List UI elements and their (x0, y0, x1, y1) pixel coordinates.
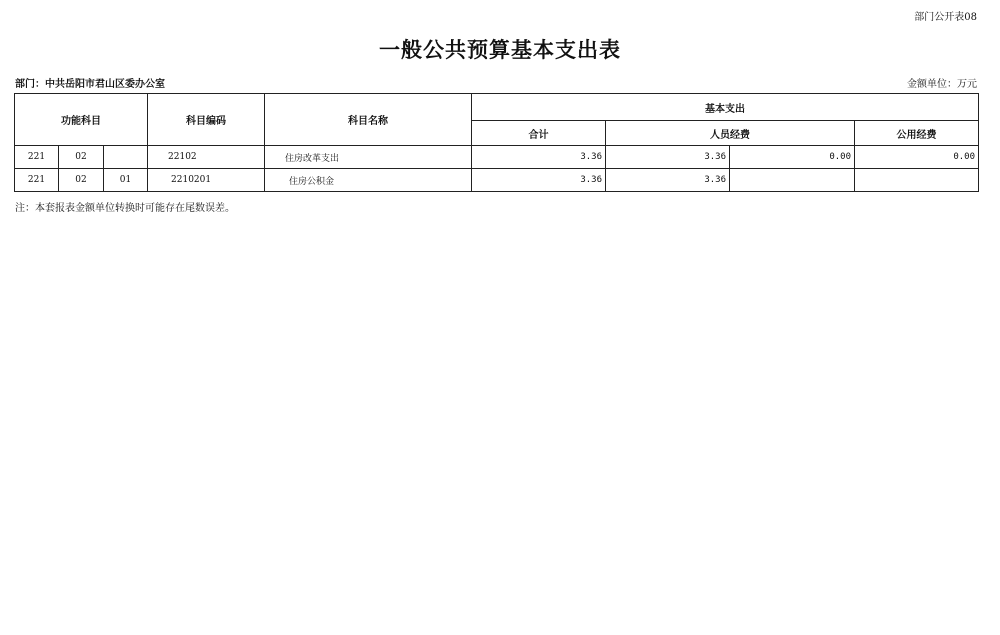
cell-class: 221 (15, 169, 59, 192)
cell-name: 住房公积金 (265, 169, 472, 192)
cell-item: 02 (59, 169, 104, 192)
budget-table (14, 93, 979, 192)
cell-code: 2210201 (148, 169, 265, 192)
cell-class: 221 (15, 146, 59, 169)
cell-personnel-b: 0.00 (730, 146, 855, 169)
header-func-subject: 功能科目 (15, 94, 148, 146)
cell-name: 住房改革支出 (265, 146, 472, 169)
cell-public: 0.00 (855, 146, 979, 169)
header-public: 公用经费 (855, 121, 979, 146)
cell-sub: 01 (104, 169, 148, 192)
cell-item: 02 (59, 146, 104, 169)
cell-sub (104, 146, 148, 169)
cell-total: 3.36 (472, 146, 606, 169)
cell-personnel-b (730, 169, 855, 192)
table-row (15, 146, 979, 169)
header-personnel: 人员经费 (606, 121, 855, 146)
page-title: 一般公共预算基本支出表 (379, 37, 621, 62)
footnote: 注：本套报表金额单位转换时可能存在尾数误差。 (15, 203, 235, 214)
cell-code: 22102 (148, 146, 265, 169)
unit-label: 金额单位：万元 (907, 79, 977, 90)
table-row (15, 169, 979, 192)
header-total: 合计 (472, 121, 606, 146)
cell-personnel-a: 3.36 (606, 146, 730, 169)
header-subject-code: 科目编码 (148, 94, 265, 146)
header-basic-expense: 基本支出 (472, 94, 979, 121)
header-subject-name: 科目名称 (265, 94, 472, 146)
cell-public (855, 169, 979, 192)
table-number-label: 部门公开表08 (914, 12, 977, 23)
cell-total: 3.36 (472, 169, 606, 192)
department-label: 部门：中共岳阳市君山区委办公室 (15, 79, 165, 90)
cell-personnel-a: 3.36 (606, 169, 730, 192)
